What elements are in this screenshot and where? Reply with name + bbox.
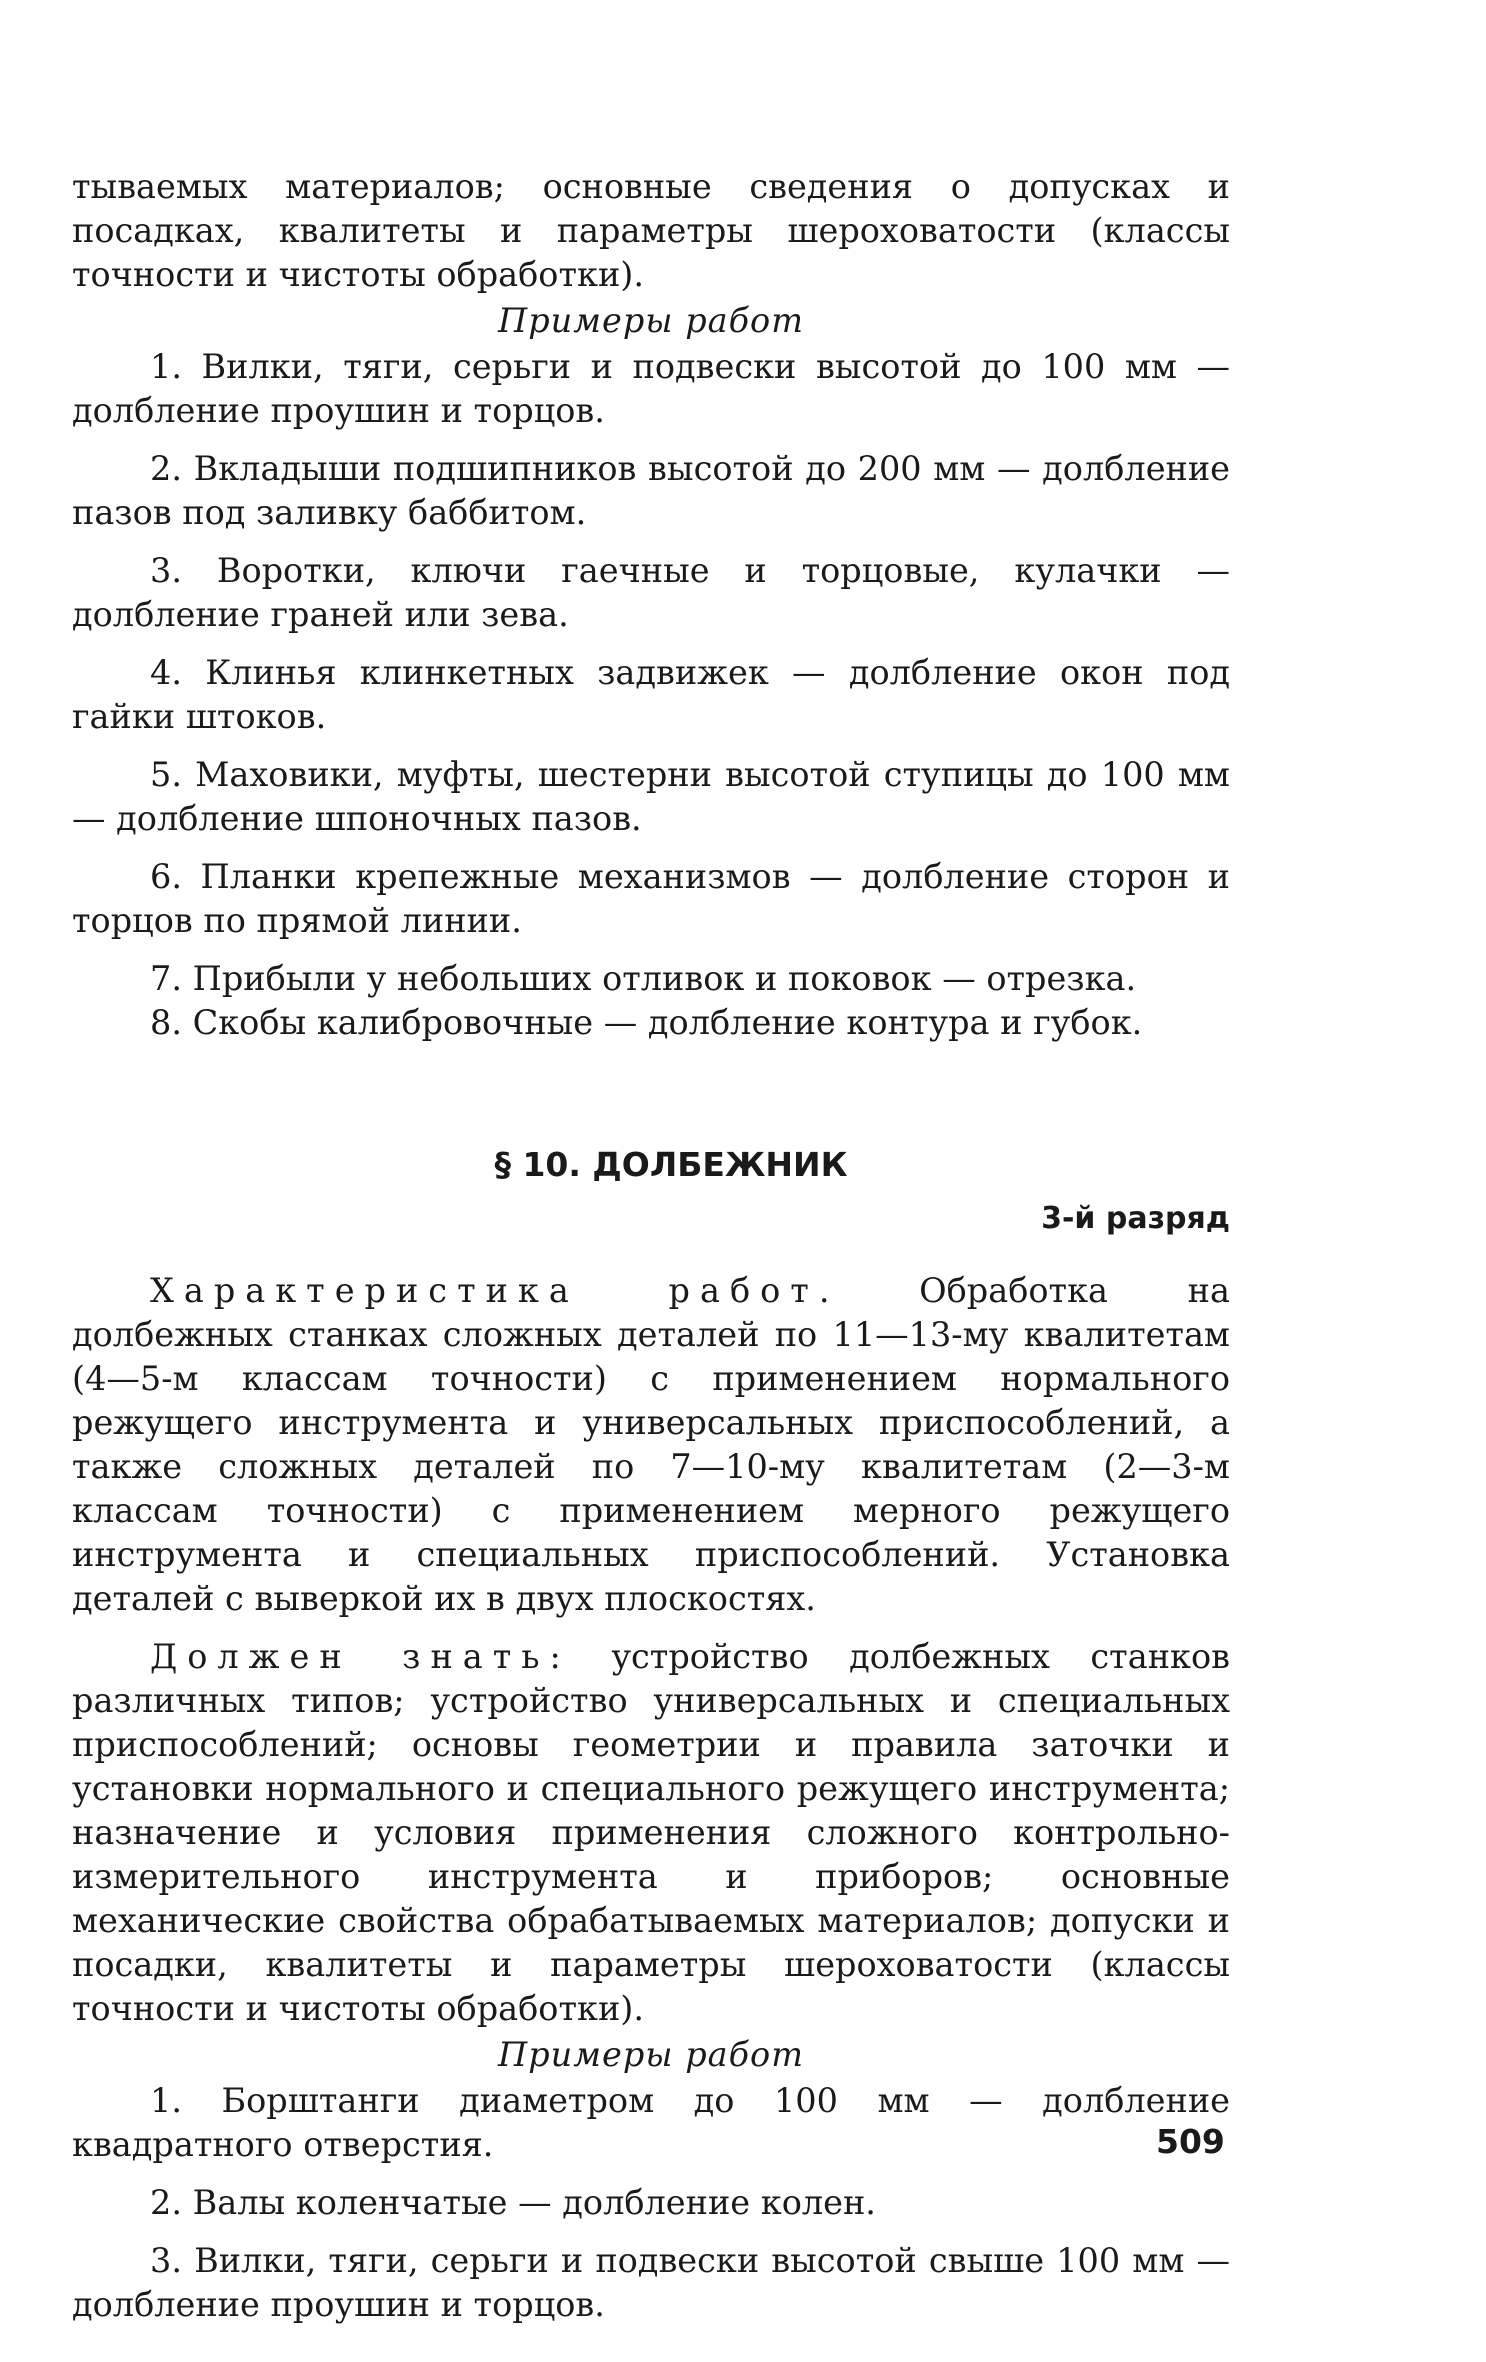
section-heading: § 10. ДОЛБЕЖНИК [494, 1145, 848, 1184]
characteristic-label: Характеристика работ. [150, 1271, 840, 1310]
page-body [72, 165, 1230, 2327]
continuation-paragraph: тываемых материалов; основные сведения о допусках и посадках, квалитеты и параметры шероховатости (классы точности и чистоты обработки). [72, 167, 1230, 294]
knowledge-text: устройство долбежных станков различных типов; устройство универсальных и специальных приспособлений; основы геометрии и правила заточки и установки нормального и специального режущего инструмента; назначение и условия применения сложного контрольно-измерительного инструмента и приборов; основные механические свойства обрабатываемых материалов; допуски и посадки, квалитеты и параметры шероховатости (классы точности и чистоты обработки). [72, 1637, 1230, 2028]
example-item: 1. Вилки, тяги, серьги и подвески высотой до 100 мм — долбление проушин и торцов. [72, 347, 1230, 430]
example-item: 5. Маховики, муфты, шестерни высотой ступицы до 100 мм — долбление шпоночных пазов. [72, 755, 1230, 838]
example-item: 4. Клинья клинкетных задвижек — долбление окон под гайки штоков. [72, 653, 1230, 736]
example-item: 8. Скобы калибровочные — долбление контура и губок. [150, 1003, 1143, 1042]
examples-title: Примеры работ [497, 301, 804, 340]
page-number: 509 [1156, 2122, 1225, 2161]
example-item: 6. Планки крепежные механизмов — долбление сторон и торцов по прямой линии. [72, 857, 1230, 940]
grade-label: 3-й разряд [1041, 1201, 1230, 1236]
example-item: 2. Вкладыши подшипников высотой до 200 мм — долбление пазов под заливку баббитом. [72, 449, 1230, 532]
knowledge-label: Должен знать: [150, 1637, 571, 1676]
example-item: 3. Воротки, ключи гаечные и торцовые, кулачки — долбление граней или зева. [72, 551, 1230, 634]
example-item: 7. Прибыли у небольших отливок и поковок — отрезка. [150, 959, 1137, 998]
example-item: 3. Вилки, тяги, серьги и подвески высотой свыше 100 мм — долбление проушин и торцов. [72, 2241, 1230, 2324]
characteristic-text: Обработка на долбежных станках сложных деталей по 11—13-му квалитетам (4—5-м классам точности) с применением нормального режущего инструмента и универсальных приспособлений, а также сложных деталей по 7—10-му квалитетам (2—3-м классам точности) с применением мерного режущего инструмента и специальных приспособлений. Установка деталей с выверкой их в двух плоскостях. [72, 1271, 1230, 1618]
knowledge-paragraph [72, 1635, 1230, 2031]
characteristic-paragraph [72, 1269, 1230, 1621]
example-item: 1. Борштанги диаметром до 100 мм — долбление квадратного отверстия. [72, 2081, 1230, 2164]
examples-title: Примеры работ [497, 2035, 804, 2074]
example-item: 2. Валы коленчатые — долбление колен. [150, 2183, 876, 2222]
